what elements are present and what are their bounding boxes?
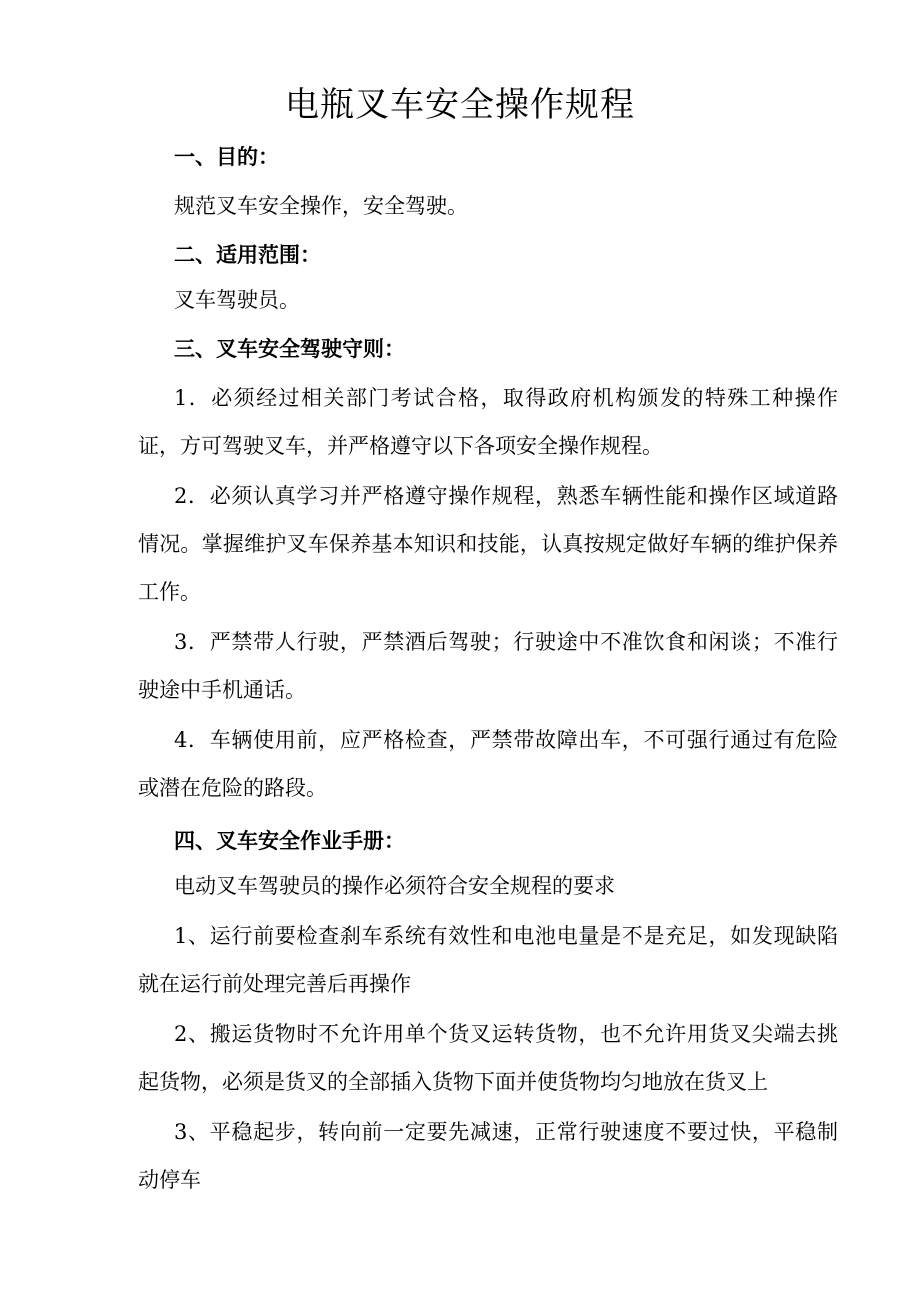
section-paragraph: 规范叉车安全操作，安全驾驶。 [174, 194, 468, 218]
section-heading-scope: 二、适用范围： [174, 243, 321, 267]
manual-item-1: 1、运行前要检查刹车系统有效性和电池电量是不是充足，如发现缺陷就在运行前处理完善后再操作 [138, 924, 838, 996]
rule-paragraph-4: 4．车辆使用前，应严格检查，严禁带故障出车，不可强行通过有危险或潜在危险的路段。 [138, 728, 838, 800]
section-paragraph: 叉车驾驶员。 [174, 288, 300, 312]
rule-paragraph-1: 1．必须经过相关部门考试合格，取得政府机构颁发的特殊工种操作证，方可驾驶叉车，并严格遵守以下各项安全操作规程。 [138, 386, 838, 458]
rule-paragraph-3: 3．严禁带人行驶，严禁酒后驾驶；行驶途中不准饮食和闲谈；不准行驶途中手机通话。 [138, 630, 838, 702]
section-heading-driving-rules: 三、叉车安全驾驶守则： [174, 337, 405, 361]
section-heading-operation-manual: 四、叉车安全作业手册： [174, 829, 405, 853]
manual-item-2: 2、搬运货物时不允许用单个货叉运转货物，也不允许用货叉尖端去挑起货物，必须是货叉的全部插入货物下面并使货物均匀地放在货叉上 [138, 1022, 838, 1094]
manual-intro: 电动叉车驾驶员的操作必须符合安全规程的要求 [174, 874, 615, 898]
document-title: 电瓶叉车安全操作规程 [285, 85, 635, 125]
section-heading-purpose: 一、目的： [174, 145, 279, 169]
rule-paragraph-2: 2．必须认真学习并严格遵守操作规程，熟悉车辆性能和操作区域道路情况。掌握维护叉车保养基本知识和技能，认真按规定做好车辆的维护保养工作。 [138, 484, 838, 604]
manual-item-3: 3、平稳起步，转向前一定要先减速，正常行驶速度不要过快，平稳制动停车 [138, 1120, 838, 1192]
